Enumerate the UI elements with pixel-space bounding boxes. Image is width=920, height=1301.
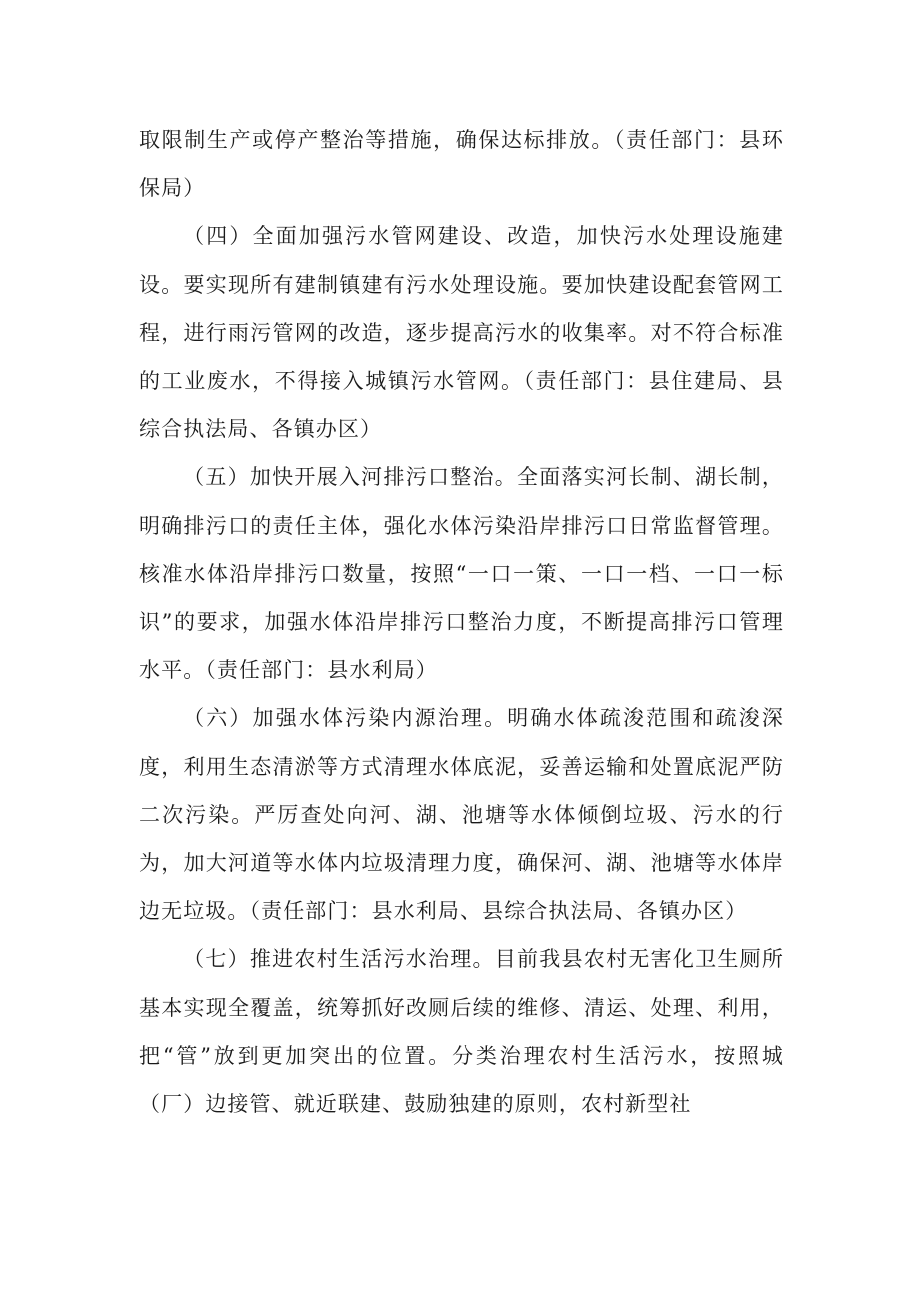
paragraph-item-6-internal-source: （六）加强水体污染内源治理。明确水体疏浚范围和疏浚深度，利用生态清淤等方式清理水体底泥，妥善运输和处置底泥严防二次污染。严厉查处向河、湖、池塘等水体倾倒垃圾、污水的行为，加大河道等水体内垃圾清理力度，确保河、湖、池塘等水体岸边无垃圾。（责任部门：县水利局、县综合执法局、各镇办区） [139,706,784,924]
paragraph-item-5-outfall-remediation: （五）加快开展入河排污口整治。全面落实河长制、湖长制，明确排污口的责任主体，强化水体污染沿岸排污口日常监督管理。核准水体沿岸排污口数量，按照“一口一策、一口一档、一口一标识”的要求，加强水体沿岸排污口整治力度，不断提高排污口管理水平。（责任部门：县水利局） [139,465,784,683]
document-body [139,116,784,1128]
paragraph-item-4-sewer-network: （四）全面加强污水管网建设、改造，加快污水处理设施建设。要实现所有建制镇建有污水处理设施。要加快建设配套管网工程，进行雨污管网的改造，逐步提高污水的收集率。对不符合标准的工业废水，不得接入城镇污水管网。（责任部门：县住建局、县综合执法局、各镇办区） [139,224,784,442]
paragraph-continuation: 取限制生产或停产整治等措施，确保达标排放。（责任部门：县环保局） [139,128,784,201]
paragraph-item-7-rural-sewage: （七）推进农村生活污水治理。目前我县农村无害化卫生厕所基本实现全覆盖，统筹抓好改厕后续的维修、清运、处理、利用，把“管”放到更加突出的位置。分类治理农村生活污水，按照城（厂）边接管、就近联建、鼓励独建的原则，农村新型社 [139,947,784,1117]
